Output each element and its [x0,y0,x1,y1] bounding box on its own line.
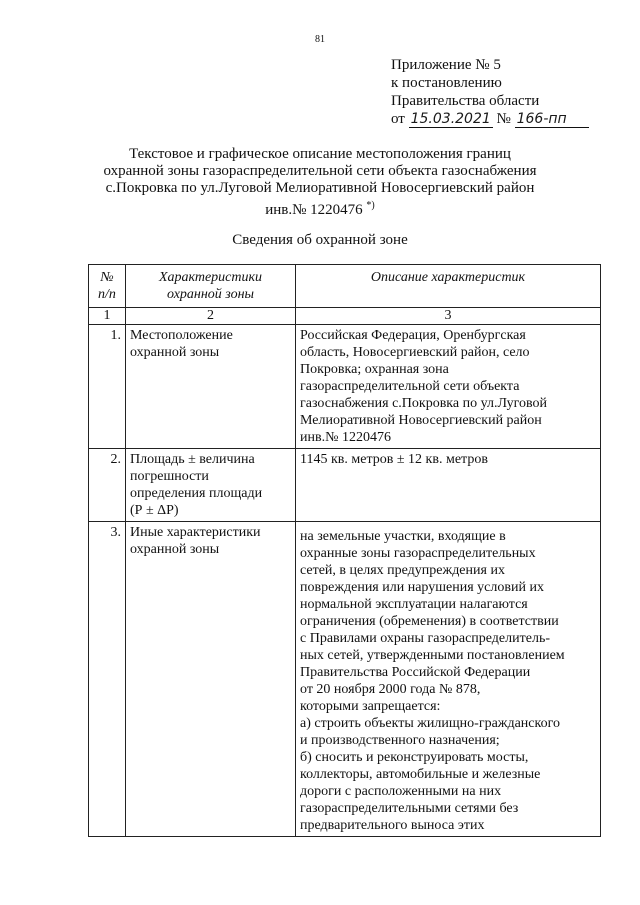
header-characteristic: Характеристики охранной зоны [126,265,296,308]
protection-zone-table [88,264,601,837]
index-cell-1: 1 [89,308,126,325]
from-label: от [391,111,405,127]
row-number: 3. [89,522,126,837]
row-number: 1. [89,325,126,449]
footnote-mark: *) [366,200,375,211]
index-cell-2: 2 [126,308,296,325]
title-line-4 [0,197,640,219]
appendix-line-1: Приложение № 5 [391,57,501,73]
index-cell-3: 3 [296,308,601,325]
row-characteristic: Иные характеристики охранной зоны [126,522,296,837]
appendix-line-3: Правительства области [391,93,540,109]
header-number: № п/п [89,265,126,308]
header-description: Описание характеристик [296,265,601,308]
appendix-line-2: к постановлению [391,75,502,91]
number-label: № [496,111,511,127]
appendix-block [391,56,589,128]
row-characteristic: Местоположение охранной зоны [126,325,296,449]
row-description: Российская Федерация, Оренбургская область, Новосергиевский район, село Покровка; охранная зона газораспределительной сети объекта газоснабжения с.Покровка по ул.Луговой Мелиоративной Новосергиевский район инв.№ 1220476 [296,325,601,449]
table-header-row [89,265,601,308]
appendix-date-line [391,110,589,128]
title-line-2: охранной зоны газораспределительной сети объекта газоснабжения [103,163,537,179]
document-title [0,146,640,219]
row-description: на земельные участки, входящие в охранные зоны газораспределительных сетей, в целях предупреждения их повреждения или нарушения условий их нормальной эксплуатации налагаются ограничения (обременения) в соответствии с Правилами охраны газораспределитель- ных сетей, утвержденными постановлением Правительства Российской Федерации от 20 ноября 2000 года № 878, которыми запрещается: а) строить объекты жилищно-гражданского и производственного назначения; б) сносить и реконструировать мосты, коллекторы, автомобильные и железные дороги с расположенными на них газораспределительными сетями без предварительного выноса этих [296,522,601,837]
section-subtitle: Сведения об охранной зоне [232,232,408,248]
table-index-row [89,308,601,325]
handwritten-number: 166-пп [515,111,589,128]
handwritten-date: 15.03.2021 [410,111,491,127]
inventory-number: инв.№ 1220476 [265,202,363,218]
table-row [89,522,601,837]
row-characteristic: Площадь ± величина погрешности определения площади (Р ± ΔР) [126,449,296,522]
row-description: 1145 кв. метров ± 12 кв. метров [296,449,601,522]
page-number: 81 [315,34,325,45]
table-row [89,449,601,522]
title-line-3: с.Покровка по ул.Луговой Мелиоративной Новосергиевский район [105,180,535,196]
table-row [89,325,601,449]
row-number: 2. [89,449,126,522]
title-line-1: Текстовое и графическое описание местоположения границ [129,146,511,162]
